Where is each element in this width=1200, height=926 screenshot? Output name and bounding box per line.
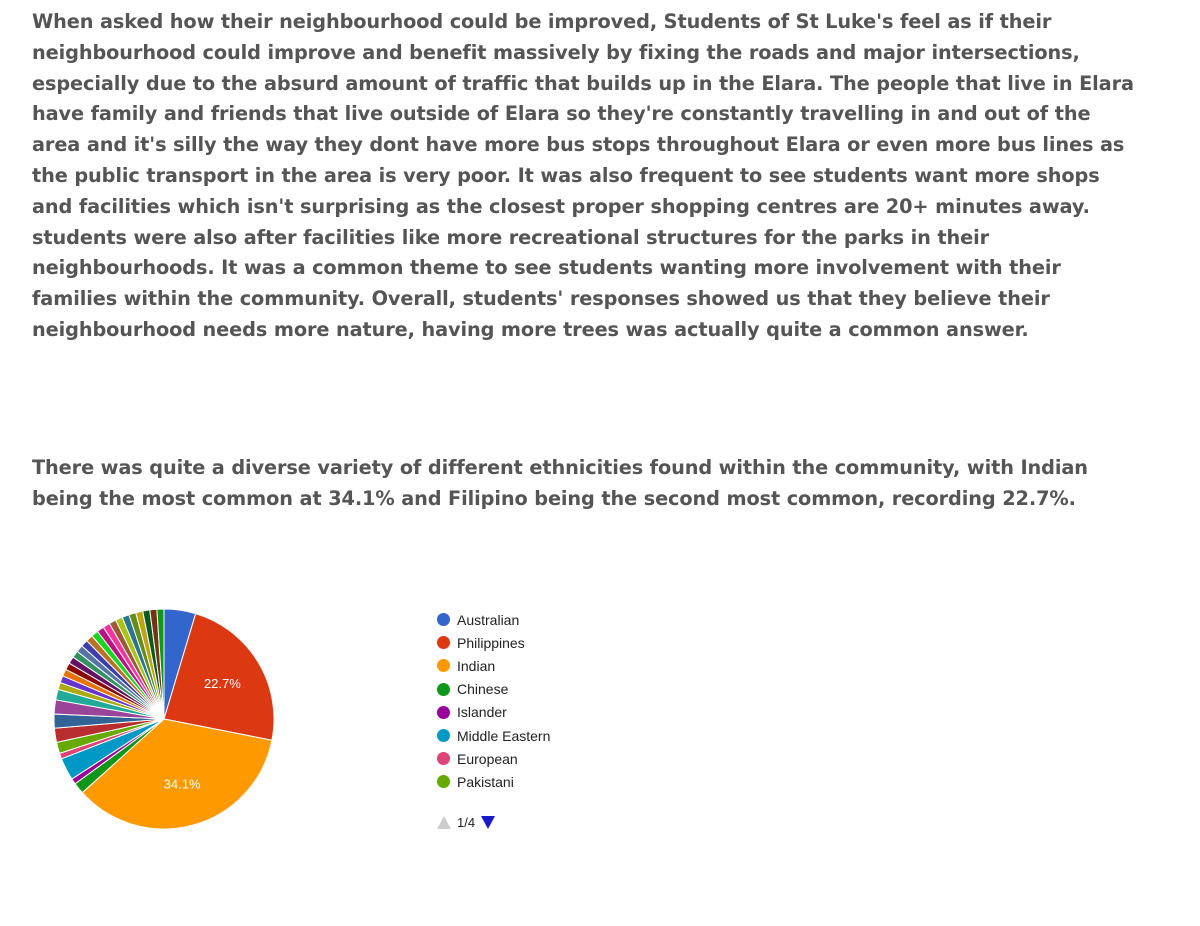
legend-label: Islander bbox=[457, 704, 507, 721]
legend-page-indicator: 1/4 bbox=[457, 815, 476, 830]
legend-item-chinese[interactable] bbox=[437, 678, 550, 701]
legend-label: Indian bbox=[457, 657, 496, 674]
legend-item-pakistani[interactable] bbox=[437, 770, 550, 793]
legend-item-european[interactable] bbox=[437, 747, 550, 770]
legend-swatch-icon bbox=[437, 659, 450, 672]
legend-label: Philippines bbox=[457, 634, 525, 651]
legend-swatch-icon bbox=[437, 706, 450, 719]
legend-swatch-icon bbox=[437, 683, 450, 696]
legend-swatch-icon bbox=[437, 636, 450, 649]
legend-label: Chinese bbox=[457, 681, 509, 698]
next-page-icon[interactable] bbox=[481, 816, 495, 829]
legend-item-philippines[interactable] bbox=[437, 631, 550, 654]
chart-legend bbox=[437, 608, 550, 794]
legend-item-indian[interactable] bbox=[437, 654, 550, 677]
legend-label: Pakistani bbox=[457, 773, 514, 790]
legend-swatch-icon bbox=[437, 752, 450, 765]
previous-page-icon bbox=[437, 816, 451, 829]
pie-svg bbox=[40, 595, 440, 845]
slice-label-philippines: 22.7% bbox=[203, 675, 241, 691]
legend-label: Australian bbox=[457, 611, 520, 628]
legend-label: European bbox=[457, 750, 518, 767]
improvement-paragraph: When asked how their neighbourhood could be improved, Students of St Luke's feel as if their neighbourhood could improve and benefit massively by fixing the roads and major intersections, especially due to the absurd amount of traffic that builds up in the Elara. The people that live in Elara have family and friends that live outside of Elara so they're constantly travelling in and out of the area and it's silly the way they dont have more bus stops throughout Elara or even more bus lines as the public transport in the area is very poor. It was also frequent to see students want more shops and facilities which isn't surprising as the closest proper shopping centres are 20+ minutes away. students were also after facilities like more recreational structures for the parks in their neighbourhoods. It was a common theme to see students wanting more involvement with their families within the community. Overall, students' responses showed us that they believe their neighbourhood needs more nature, having more trees was actually quite a common answer. bbox=[32, 10, 1134, 341]
legend-pager bbox=[437, 815, 495, 830]
slice-label-indian: 34.1% bbox=[163, 776, 201, 792]
legend-item-australian[interactable] bbox=[437, 608, 550, 631]
legend-swatch-icon bbox=[437, 729, 450, 742]
legend-item-islander[interactable] bbox=[437, 701, 550, 724]
legend-item-middle-eastern[interactable] bbox=[437, 724, 550, 747]
legend-label: Middle Eastern bbox=[457, 727, 551, 744]
ethnicity-paragraph: There was quite a diverse variety of different ethnicities found within the community, with Indian being the most common at 34.1% and Filipino being the second most common, recording 22.7%. bbox=[32, 456, 1088, 510]
legend-swatch-icon bbox=[437, 613, 450, 626]
legend-swatch-icon bbox=[437, 775, 450, 788]
